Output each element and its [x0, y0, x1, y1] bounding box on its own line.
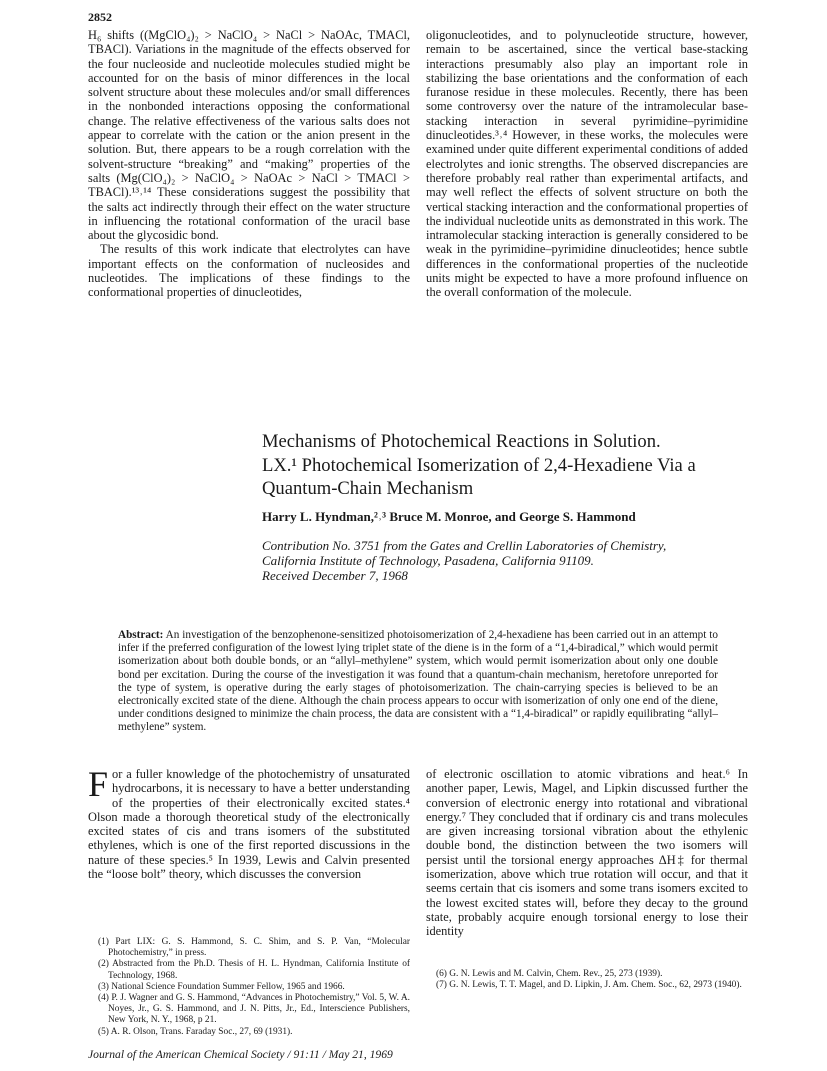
abstract [118, 629, 718, 735]
footnote: (6) G. N. Lewis and M. Calvin, Chem. Rev., 25, 273 (1939). [436, 969, 663, 979]
footnote: (3) National Science Foundation Summer Fellow, 1965 and 1966. [98, 981, 345, 992]
top-left-column [88, 28, 410, 300]
drop-cap: F [88, 764, 109, 804]
footnote: (2) Abstracted from the Ph.D. Thesis of H. L. Hyndman, California Institute of Technology, 1968. [98, 959, 410, 981]
footnote: (7) G. N. Lewis, T. T. Magel, and D. Lipkin, J. Am. Chem. Soc., 62, 2973 (1940). [436, 980, 742, 991]
top-right-column [426, 28, 748, 300]
page-number: 2852 [88, 10, 112, 24]
paragraph: H₆ shifts ((MgClO₄)₂ > NaClO₄ > NaCl > NaOAc, TMACl, TBACl). Variations in the magnitude of the effects observed for the four nucleoside and nucleotide molecules studied might be accounted for on the basis of minor differences in the local solvent structure about these molecules and/or small differences in the nonbonded interactions opposing the conformational change. The relative effectiveness of the various salts does not appear to correlate with the cation or the anion present in the solution. But, there appears to be a rough correlation with the solvent-structure “breaking” and “making” properties of the salts (Mg(ClO₄)₂ > NaClO₄ > NaOAc > NaCl > TMACl > TBACl).¹³˒¹⁴ These considerations suggest the possibility that the salts act indirectly through their effect on the water structure in influencing the rotational conformation of the uracil base about the glycosidic bond. [88, 28, 410, 243]
affiliation-line: California Institute of Technology, Pasadena, California 91109. [262, 553, 594, 568]
footnotes-right [426, 969, 748, 991]
received-date: Received December 7, 1968 [262, 568, 408, 583]
abstract-text: An investigation of the benzophenone-sensitized photoisomerization of 2,4-hexadiene has been carried out in an attempt to infer if the preferred configuration of the lowest lying triplet state of the diene is in the form of a “1,4-biradical,” which would permit isomerization about both double bonds, or an “allyl–methylene” system, which would permit isomerization about only one double bond per excitation. During the course of the investigation it was found that a quantum-chain mechanism, heretofore unreported for the type of system, is operative during the early stages of photoisomerization. The chain-carrying species is believed to be an electronically excited state of the diene. Although the chain process appears to occur with isomerization of only one end of the diene, under conditions designed to minimize the chain process, the data are consistent with a “1,4-biradical” or rapidly equilibrating “allyl–methylene” system. [118, 629, 718, 734]
paragraph: oligonucleotides, and to polynucleotide structure, however, remain to be ascertained, since the vertical base-stacking interactions presumably also play an important role in stabilizing the base orientations and the conformation of each furanose residue in these molecules. Recently, there has been some controversy over the nature of the intramolecular base-stacking interaction in several pyrimidine–pyrimidine dinucleotides.³˒⁴ However, in these works, the molecules were examined under quite different experimental conditions of added electrolytes and ionic strengths. The observed discrepancies are therefore probably real rather than experimental artifacts, and may well reflect the effects of solvent structure on both the vertical stacking interaction and the conformational properties of the individual nucleotide units as demonstrated in this work. The intramolecular stacking interaction is generally considered to be weak in the pyrimidine–pyrimidine dinucleotides; hence subtle differences in the conformational properties of the nucleotide units might be expected to have a more profound influence on the overall conformation of the molecule. [426, 28, 748, 300]
footnote: (5) A. R. Olson, Trans. Faraday Soc., 27, 69 (1931). [98, 1026, 293, 1037]
affiliation [262, 538, 762, 583]
footnote: (1) Part LIX: G. S. Hammond, S. C. Shim, and S. P. Van, “Molecular Photochemistry,” in press. [98, 937, 410, 959]
body-text: of electronic oscillation to atomic vibrations and heat.⁶ In another paper, Lewis, Magel, and Lipkin discussed further the conversion of electronic energy into rotational and vibrational energy.⁷ They concluded that if ordinary cis and trans molecules are given increasing torsional vibration about the ethylenic double bond, the distinction between the two isomers will persist until the torsional energy approaches ΔH‡ for thermal isomerization, above which true rotation will occur, and that it seems certain that cis isomers and some trans isomers excited to the lowest excited states will, before they decay to the ground state, probably acquire enough torsional energy to lose their identity [426, 767, 748, 939]
affiliation-line: Contribution No. 3751 from the Gates and Crellin Laboratories of Chemistry, [262, 538, 667, 553]
footnote: (4) P. J. Wagner and G. S. Hammond, “Advances in Photochemistry,” Vol. 5, W. A. Noyes, Jr., G. S. Hammond, and J. N. Pitts, Jr., Ed., Interscience Publishers, New York, N. Y., 1968, p 21. [98, 993, 410, 1026]
paragraph: The results of this work indicate that electrolytes can have important effects on the conformation of nucleosides and nucleotides. The implications of these findings to the conformational properties of dinucleotides, [88, 242, 410, 300]
footnotes-left [88, 937, 410, 1038]
article-title [262, 430, 762, 501]
body-left-column [88, 764, 410, 882]
title-line: Mechanisms of Photochemical Reactions in Solution. [262, 431, 661, 452]
abstract-label: Abstract: [118, 629, 164, 641]
title-line: Quantum-Chain Mechanism [262, 478, 474, 499]
journal-footer: Journal of the American Chemical Society / 91:11 / May 21, 1969 [88, 1048, 393, 1061]
author-list: Harry L. Hyndman,²˒³ Bruce M. Monroe, and George S. Hammond [262, 509, 636, 524]
body-text: or a fuller knowledge of the photochemistry of unsaturated hydrocarbons, it is necessary to have a better understanding of the properties of their electronically excited states.⁴ Olson made a thorough theoretical study of the electronically excited states of cis and trans isomers of the substituted ethylenes, which is one of the first reported discussions in the nature of these species.⁵ In 1939, Lewis and Calvin presented the “loose bolt” theory, which discusses the conversion [88, 767, 410, 882]
title-line: LX.¹ Photochemical Isomerization of 2,4-Hexadiene Via a [262, 454, 696, 476]
body-right-column [426, 767, 748, 939]
